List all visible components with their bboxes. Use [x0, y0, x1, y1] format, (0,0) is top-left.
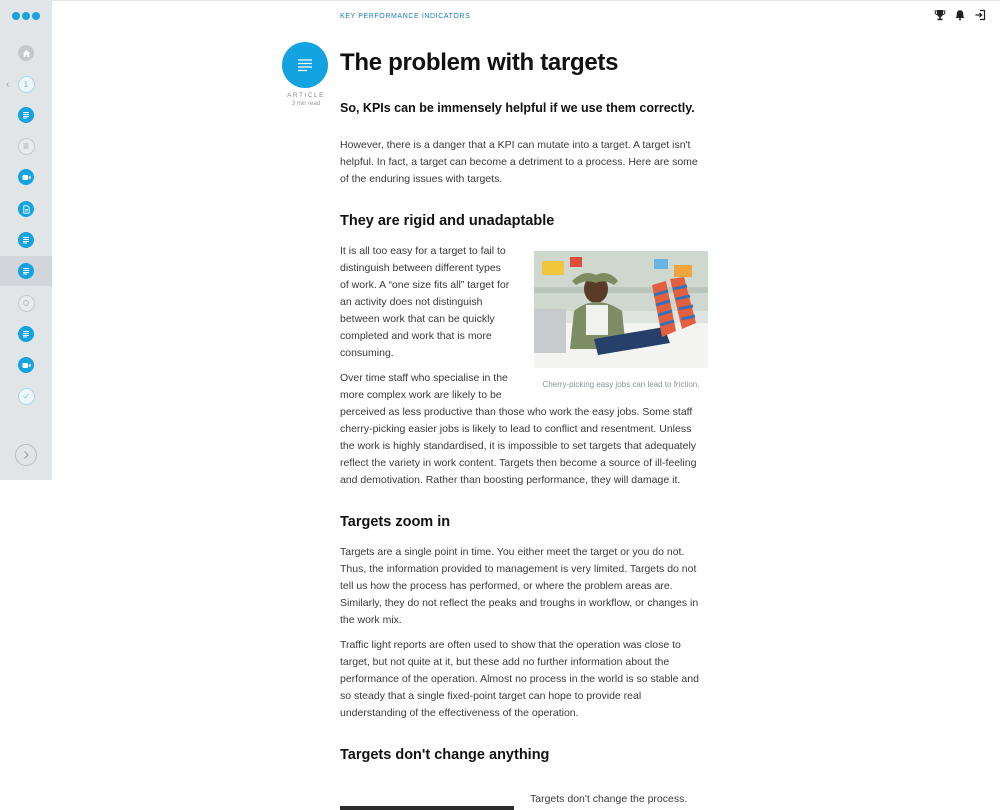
poll-icon [18, 138, 35, 155]
section-heading-change: Targets don't change anything [340, 747, 550, 763]
intro-paragraph: However, there is a danger that a KPI can mutate into a target. A target isn't helpful. In fact, a target can become a detriment to a process. Here are some of the enduring issues with targets. [340, 139, 698, 185]
article-icon [18, 263, 34, 279]
document-icon [18, 201, 34, 217]
quiz-icon [18, 295, 35, 312]
section3-paragraph-1: Targets don't change the process. [530, 793, 688, 805]
article-icon [296, 58, 314, 72]
article-type-badge [282, 42, 328, 88]
section-heading-rigid: They are rigid and unadaptable [340, 213, 555, 229]
article-icon [18, 107, 34, 123]
chevron-right-icon [22, 450, 30, 460]
article-type-label: ARTICLE [287, 92, 325, 99]
check-icon [18, 388, 35, 405]
logout-icon[interactable] [974, 8, 986, 26]
home-icon [18, 45, 34, 61]
section2-paragraph-1: Targets are a single point in time. You either meet the target or you do not. Thus, the information provided to management is very limited. Targets do not tell us how the process has performed, or where the problem areas are. Similarly, they do not reflect the peaks and troughs in workflow, or changes in the work mix. [340, 546, 699, 626]
sidebar-item-poll[interactable] [0, 131, 52, 161]
top-border [0, 0, 1000, 1]
sidebar-item-article-1[interactable] [0, 100, 52, 130]
sidebar-item-home[interactable] [0, 38, 52, 68]
next-button[interactable] [15, 444, 37, 466]
office-photo [534, 251, 708, 368]
sidebar-item-document[interactable] [0, 194, 52, 224]
section-heading-zoom: Targets zoom in [340, 514, 451, 530]
section1-paragraph-1: It is all too easy for a target to fail to distinguish between different types of work. A “one size fits all” target for an activity does not distinguish between work that can be quickly completed and work that is more consuming. [340, 245, 510, 359]
video-icon [18, 169, 34, 185]
video-icon [18, 357, 34, 373]
article-icon [18, 326, 34, 342]
sidebar-item-article-2[interactable] [0, 225, 52, 255]
chevron-left-icon[interactable]: ‹ [6, 79, 10, 90]
breadcrumb[interactable]: KEY PERFORMANCE INDICATORS [340, 13, 471, 20]
sidebar-item-step[interactable] [0, 69, 52, 99]
logo[interactable] [12, 12, 40, 20]
section1-paragraph-2: Over time staff who specialise in the more complex work are likely to be perceived as less productive than those who work the easy jobs. Some staff cherry-picking easier jobs is likely to lead to conflict and resentment. Unless the work is highly standardised, it is impossible to set targets that adequately reflect the variety in work content. Targets then become a source of ill-feeling and demotivation. Rather than boosting performance, they will damage it. [340, 372, 697, 486]
trophy-icon[interactable] [934, 8, 946, 26]
course-sidebar [0, 0, 52, 480]
article-body [340, 137, 708, 764]
sidebar-item-article-3[interactable] [0, 256, 52, 286]
read-time: 3 min read [291, 101, 321, 107]
article-figure [534, 251, 708, 393]
top-right-toolbar [934, 8, 986, 26]
page-title: The problem with targets [340, 49, 619, 76]
sidebar-item-video-1[interactable] [0, 162, 52, 192]
article-icon [18, 232, 34, 248]
number-icon: 1 [18, 76, 35, 93]
sidebar-item-complete[interactable] [0, 381, 52, 411]
article-lead: So, KPIs can be immensely helpful if we use them correctly. [340, 101, 695, 115]
sidebar-item-quiz[interactable] [0, 288, 52, 318]
section3-image [340, 806, 514, 810]
section2-paragraph-2: Traffic light reports are often used to show that the operation was close to target, but not quite at it, but these add no further information about the performance of the operation. Almost no process in the world is so stable and so steady that a single fixed-point target can hope to provide real understanding of the effectiveness of the operation. [340, 639, 699, 719]
figure-caption: Cherry-picking easy jobs can lead to friction. [542, 380, 700, 389]
sidebar-item-article-4[interactable] [0, 319, 52, 349]
bell-icon[interactable] [954, 8, 966, 26]
sidebar-item-video-2[interactable] [0, 350, 52, 380]
